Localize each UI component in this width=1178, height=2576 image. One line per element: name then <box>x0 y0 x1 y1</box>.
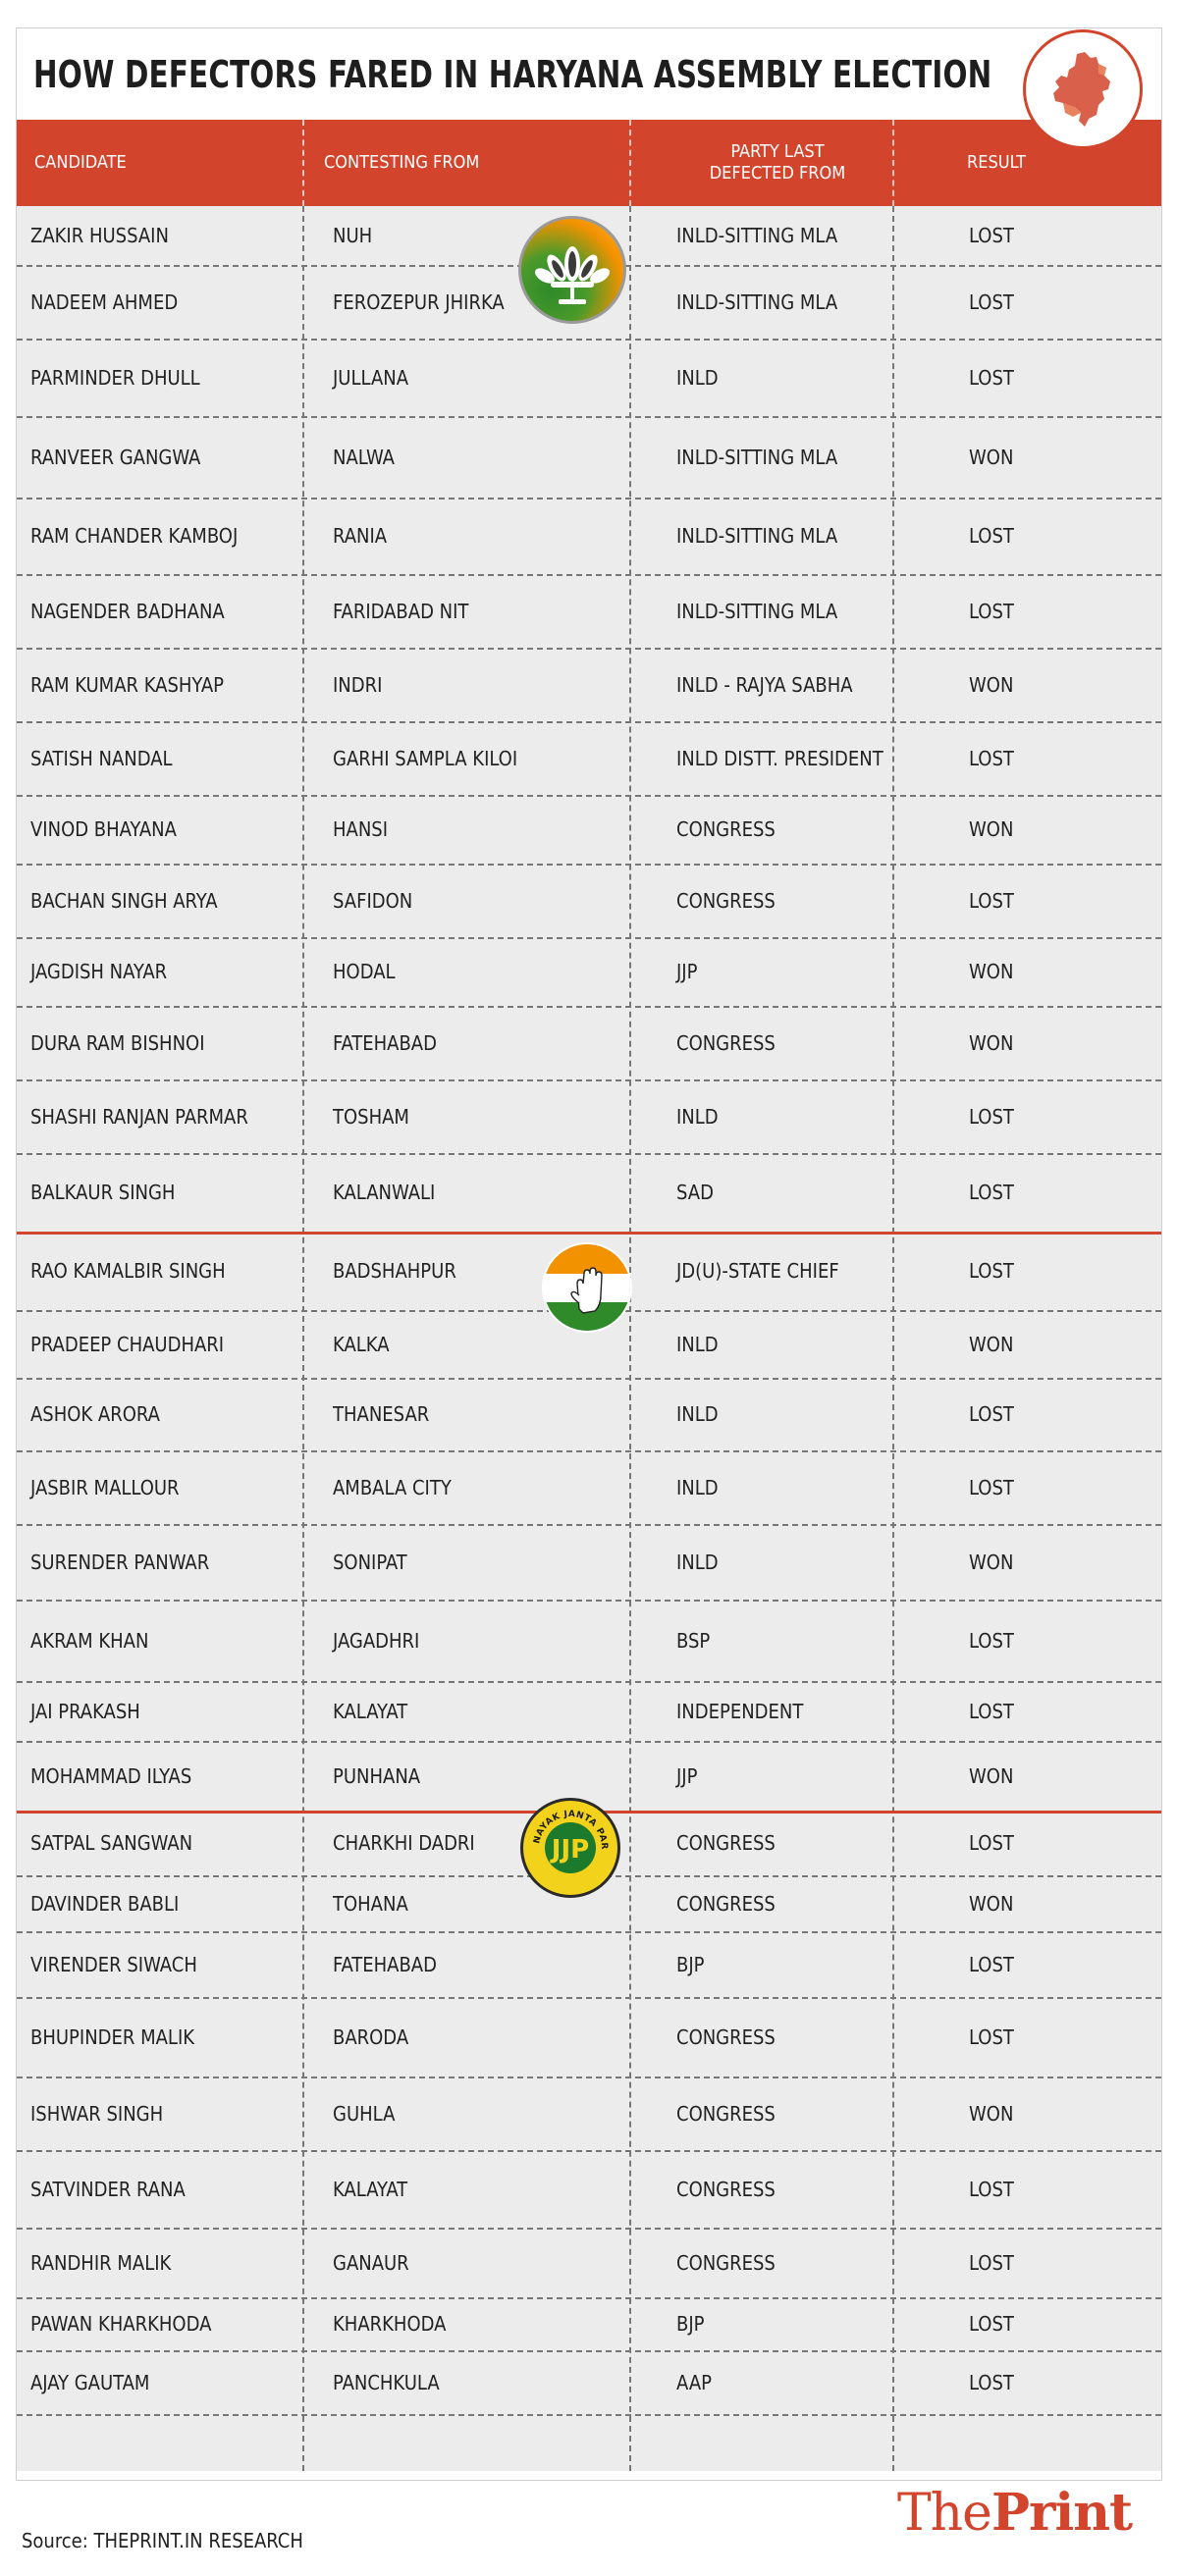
party-cell: BJP <box>676 2312 705 2336</box>
jjp-logo <box>520 1798 620 1898</box>
contesting-from-cell: KALKA <box>333 1332 390 1356</box>
candidate-cell: NAGENDER BADHANA <box>30 599 225 623</box>
brand-print: Print <box>991 2483 1133 2543</box>
candidate-cell: JASBIR MALLOUR <box>30 1475 180 1499</box>
party-cell: AAP <box>676 2370 713 2394</box>
candidate-cell: RAO KAMALBIR SINGH <box>30 1259 226 1283</box>
column-divider <box>892 206 894 2471</box>
party-cell: INLD <box>676 1402 719 1426</box>
column-divider <box>629 206 631 2471</box>
contesting-from-cell: INDRI <box>333 672 383 697</box>
candidate-cell: VINOD BHAYANA <box>30 817 177 841</box>
row-divider <box>17 416 1161 418</box>
row-divider <box>17 1378 1161 1380</box>
party-cell: INLD <box>676 365 719 390</box>
result-cell: LOST <box>969 1952 1014 1976</box>
row-divider <box>17 864 1161 866</box>
header-candidate: CANDIDATE <box>34 152 127 173</box>
party-cell: INLD-SITTING MLA <box>676 445 838 469</box>
party-cell: CONGRESS <box>676 2177 776 2201</box>
contesting-from-cell: TOHANA <box>333 1891 408 1916</box>
contesting-from-cell: RANIA <box>333 524 388 548</box>
contesting-from-cell: FEROZEPUR JHIRKA <box>333 289 505 314</box>
candidate-cell: AJAY GAUTAM <box>30 2370 150 2394</box>
result-cell: LOST <box>969 1402 1014 1426</box>
result-cell: LOST <box>969 224 1014 247</box>
contesting-from-cell: GARHI SAMPLA KILOI <box>333 746 518 770</box>
result-cell: LOST <box>969 1104 1014 1129</box>
candidate-cell: PARMINDER DHULL <box>30 365 200 390</box>
result-cell: LOST <box>969 1831 1014 1855</box>
candidate-cell: JAI PRAKASH <box>30 1699 140 1723</box>
result-cell: WON <box>969 2101 1014 2126</box>
row-divider <box>17 2228 1161 2230</box>
hand-icon <box>544 1244 630 1331</box>
contesting-from-cell: GANAUR <box>333 2250 409 2275</box>
contesting-from-cell: SAFIDON <box>333 888 413 913</box>
candidate-cell: DURA RAM BISHNOI <box>30 1030 205 1055</box>
contesting-from-cell: JULLANA <box>333 365 409 390</box>
haryana-map-badge <box>1023 29 1143 149</box>
contesting-from-cell: HANSI <box>333 817 389 841</box>
result-cell: LOST <box>969 1699 1014 1723</box>
party-cell: INLD <box>676 1332 719 1356</box>
contesting-from-cell: KALANWALI <box>333 1181 436 1204</box>
result-cell: WON <box>969 1332 1014 1356</box>
row-divider <box>17 1006 1161 1008</box>
contesting-from-cell: SONIPAT <box>333 1550 407 1574</box>
lotus-icon <box>521 219 623 321</box>
header-party-last-defected-from <box>645 120 910 206</box>
candidate-cell: AKRAM KHAN <box>30 1628 149 1653</box>
header-party-line2: DEFECTED FROM <box>709 163 846 184</box>
party-cell: CONGRESS <box>676 888 776 913</box>
party-cell: INLD <box>676 1104 719 1129</box>
contesting-from-cell: FARIDABAD NIT <box>333 599 469 623</box>
contesting-from-cell: AMBALA CITY <box>333 1475 452 1499</box>
party-cell: INLD - RAJYA SABHA <box>676 672 853 697</box>
row-divider <box>17 1450 1161 1452</box>
contesting-from-cell: FATEHABAD <box>333 1952 437 1976</box>
contesting-from-cell: THANESAR <box>333 1402 430 1426</box>
party-cell: CONGRESS <box>676 817 776 841</box>
party-cell: INLD <box>676 1550 719 1574</box>
candidate-cell: SURENDER PANWAR <box>30 1550 210 1574</box>
source-note: Source: THEPRINT.IN RESEARCH <box>22 2529 303 2552</box>
row-divider <box>17 1153 1161 1155</box>
contesting-from-cell: PUNHANA <box>333 1763 421 1788</box>
party-cell: INLD <box>676 1475 719 1499</box>
row-divider <box>17 721 1161 723</box>
candidate-cell: RAM KUMAR KASHYAP <box>30 672 225 697</box>
contesting-from-cell: HODAL <box>333 960 396 983</box>
result-cell: LOST <box>969 2312 1014 2336</box>
row-divider <box>17 2297 1161 2299</box>
row-divider <box>17 2414 1161 2416</box>
result-cell: LOST <box>969 365 1014 390</box>
row-divider <box>17 1741 1161 1743</box>
party-cell: JD(U)-STATE CHIEF <box>676 1259 839 1283</box>
contesting-from-cell: GUHLA <box>333 2101 396 2126</box>
party-cell: CONGRESS <box>676 1831 776 1855</box>
party-cell: CONGRESS <box>676 1030 776 1055</box>
party-cell: CONGRESS <box>676 2101 776 2126</box>
header-party-line1: PARTY LAST <box>730 141 825 162</box>
candidate-cell: BHUPINDER MALIK <box>30 2024 195 2049</box>
result-cell: WON <box>969 817 1014 841</box>
congress-logo <box>542 1242 632 1333</box>
jjp-icon <box>523 1801 617 1895</box>
party-cell: JJP <box>676 1763 698 1788</box>
row-divider <box>17 574 1161 576</box>
header-contesting-from: CONTESTING FROM <box>324 152 480 173</box>
row-divider <box>17 648 1161 650</box>
brand-the: The <box>897 2484 991 2543</box>
row-divider <box>17 339 1161 341</box>
candidate-cell: SATPAL SANGWAN <box>30 1831 193 1855</box>
party-cell: BJP <box>676 1952 705 1976</box>
theprint-logo <box>897 2483 1132 2543</box>
row-divider <box>17 1524 1161 1526</box>
candidate-cell: MOHAMMAD ILYAS <box>30 1763 192 1788</box>
candidate-cell: PAWAN KHARKHODA <box>30 2312 212 2336</box>
party-cell: CONGRESS <box>676 2024 776 2049</box>
row-divider <box>17 2077 1161 2078</box>
candidate-cell: SHASHI RANJAN PARMAR <box>30 1104 248 1129</box>
result-cell: WON <box>969 960 1014 983</box>
row-divider <box>17 795 1161 797</box>
result-cell: LOST <box>969 1259 1014 1283</box>
candidate-cell: SATVINDER RANA <box>30 2177 186 2201</box>
candidate-cell: ASHOK ARORA <box>30 1402 160 1426</box>
party-cell: INLD-SITTING MLA <box>676 289 838 314</box>
result-cell: WON <box>969 672 1014 697</box>
contesting-from-cell: NUH <box>333 224 373 247</box>
result-cell: LOST <box>969 2370 1014 2394</box>
column-divider <box>302 206 304 2471</box>
row-divider <box>17 498 1161 499</box>
candidate-cell: NADEEM AHMED <box>30 289 179 314</box>
result-cell: WON <box>969 1030 1014 1055</box>
candidate-cell: RAM CHANDER KAMBOJ <box>30 524 239 548</box>
candidate-cell: BACHAN SINGH ARYA <box>30 888 218 913</box>
row-divider <box>17 1931 1161 1933</box>
party-cell: SAD <box>676 1181 714 1204</box>
result-cell: LOST <box>969 2250 1014 2275</box>
result-cell: LOST <box>969 289 1014 314</box>
result-cell: LOST <box>969 1181 1014 1204</box>
row-divider <box>17 1079 1161 1081</box>
result-cell: WON <box>969 445 1014 469</box>
result-cell: LOST <box>969 2177 1014 2201</box>
svg-text:JJP: JJP <box>551 1835 590 1865</box>
contesting-from-cell: CHARKHI DADRI <box>333 1831 475 1855</box>
contesting-from-cell: TOSHAM <box>333 1104 409 1129</box>
party-cell: INDEPENDENT <box>676 1699 804 1723</box>
candidate-cell: ZAKIR HUSSAIN <box>30 224 169 247</box>
party-cell: CONGRESS <box>676 2250 776 2275</box>
party-cell: INLD-SITTING MLA <box>676 524 838 548</box>
result-cell: LOST <box>969 524 1014 548</box>
result-cell: LOST <box>969 599 1014 623</box>
party-cell: CONGRESS <box>676 1891 776 1916</box>
candidate-cell: RANVEER GANGWA <box>30 445 201 469</box>
contesting-from-cell: PANCHKULA <box>333 2370 440 2394</box>
result-cell: LOST <box>969 1628 1014 1653</box>
contesting-from-cell: JAGADHRI <box>333 1628 420 1653</box>
candidate-cell: VIRENDER SIWACH <box>30 1952 197 1976</box>
contesting-from-cell: KALAYAT <box>333 2177 408 2201</box>
contesting-from-cell: KHARKHODA <box>333 2312 447 2336</box>
contesting-from-cell: NALWA <box>333 445 395 469</box>
candidate-cell: RANDHIR MALIK <box>30 2250 172 2275</box>
contesting-from-cell: BARODA <box>333 2024 409 2049</box>
party-cell: INLD DISTT. PRESIDENT <box>676 746 884 770</box>
header-result: RESULT <box>967 152 1027 173</box>
candidate-cell: BALKAUR SINGH <box>30 1181 176 1204</box>
candidate-cell: DAVINDER BABLI <box>30 1891 180 1916</box>
contesting-from-cell: BADSHAHPUR <box>333 1259 456 1283</box>
row-divider <box>17 1681 1161 1683</box>
row-divider <box>17 2350 1161 2352</box>
candidate-cell: PRADEEP CHAUDHARI <box>30 1332 225 1356</box>
result-cell: LOST <box>969 746 1014 770</box>
page-title: HOW DEFECTORS FARED IN HARYANA ASSEMBLY ELECTION <box>33 53 992 96</box>
party-cell: BSP <box>676 1628 711 1653</box>
table-body <box>17 206 1161 2471</box>
party-cell: INLD-SITTING MLA <box>676 599 838 623</box>
row-divider <box>17 2150 1161 2152</box>
section-divider <box>17 1232 1161 1235</box>
result-cell: WON <box>969 1891 1014 1916</box>
party-cell: JJP <box>676 960 698 983</box>
row-divider <box>17 1600 1161 1602</box>
result-cell: LOST <box>969 1475 1014 1499</box>
svg-text:JANNAYAK JANTA PARTY: NAYAK JANTA PAR <box>532 1809 610 1850</box>
candidate-cell: SATISH NANDAL <box>30 746 173 770</box>
candidate-cell: ISHWAR SINGH <box>30 2101 164 2126</box>
contesting-from-cell: KALAYAT <box>333 1699 408 1723</box>
result-cell: WON <box>969 1763 1014 1788</box>
contesting-from-cell: FATEHABAD <box>333 1030 437 1055</box>
bjp-logo <box>518 216 626 324</box>
candidate-cell: JAGDISH NAYAR <box>30 960 168 983</box>
party-cell: INLD-SITTING MLA <box>676 224 838 247</box>
result-cell: LOST <box>969 2024 1014 2049</box>
row-divider <box>17 1997 1161 1999</box>
row-divider <box>17 937 1161 939</box>
result-cell: LOST <box>969 888 1014 913</box>
table-header <box>17 120 1161 206</box>
haryana-map-icon <box>1026 32 1140 146</box>
result-cell: WON <box>969 1550 1014 1574</box>
